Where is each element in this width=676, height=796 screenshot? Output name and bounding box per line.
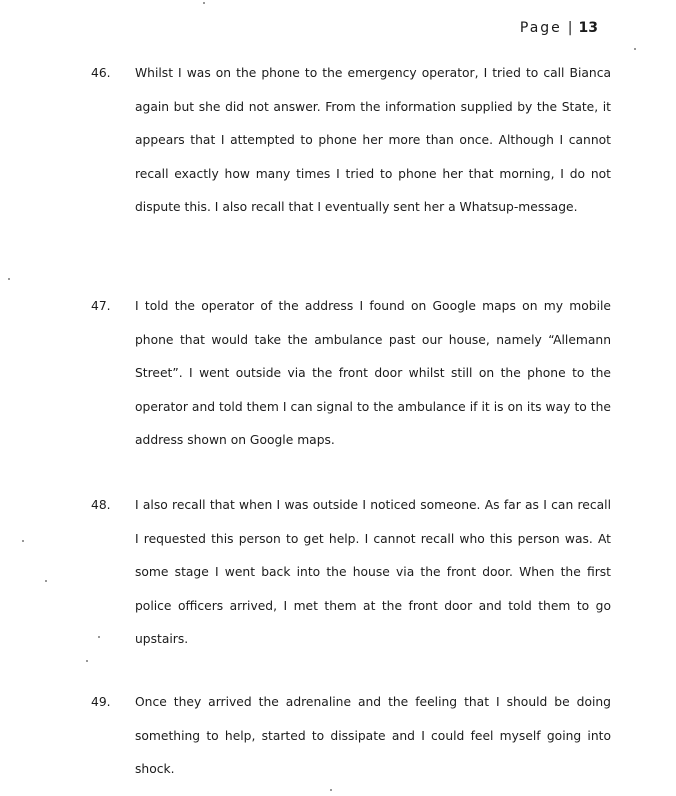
scan-speck (203, 2, 205, 4)
paragraph-46 (91, 57, 611, 225)
page-separator: | (567, 20, 573, 36)
paragraph-49 (91, 686, 611, 787)
scan-speck (634, 48, 636, 50)
scan-speck (86, 660, 88, 662)
paragraph-48 (91, 489, 611, 657)
page-header (520, 20, 598, 36)
paragraph-text: Once they arrived the adrenaline and the feeling that I should be doing something to help, started to dissipate and I could feel myself going into shock. (135, 695, 611, 777)
scan-speck (22, 540, 24, 542)
scan-speck (98, 636, 100, 638)
paragraph-text: Whilst I was on the phone to the emergency operator, I tried to call Bianca again but she did not answer. From the information supplied by the State, it appears that I attempted to phone her more than once. Although I cannot recall exactly how many times I tried to phone her that morning, I do not dispute this. I also recall that I eventually sent her a Whatsup-message. (135, 66, 611, 215)
paragraph-number: 47. (91, 299, 111, 313)
paragraph-number: 49. (91, 695, 111, 709)
scan-speck (330, 789, 332, 791)
paragraph-number: 48. (91, 498, 111, 512)
paragraph-number: 46. (91, 66, 111, 80)
scan-speck (45, 580, 47, 582)
paragraph-text: I told the operator of the address I found on Google maps on my mobile phone that would take the ambulance past our house, namely “Allemann Street”. I went outside via the front door whilst still on the phone to the operator and told them I can signal to the ambulance if it is on its way to the address shown on Google maps. (135, 299, 611, 448)
paragraph-text: I also recall that when I was outside I noticed someone. As far as I can recall I requested this person to get help. I cannot recall who this person was. At some stage I went back into the house via the front door. When the first police officers arrived, I met them at the front door and told them to go upstairs. (135, 498, 611, 647)
page-label: Page (519, 20, 562, 36)
page-number: 13 (578, 20, 598, 36)
scan-speck (8, 278, 10, 280)
paragraph-47 (91, 290, 611, 458)
